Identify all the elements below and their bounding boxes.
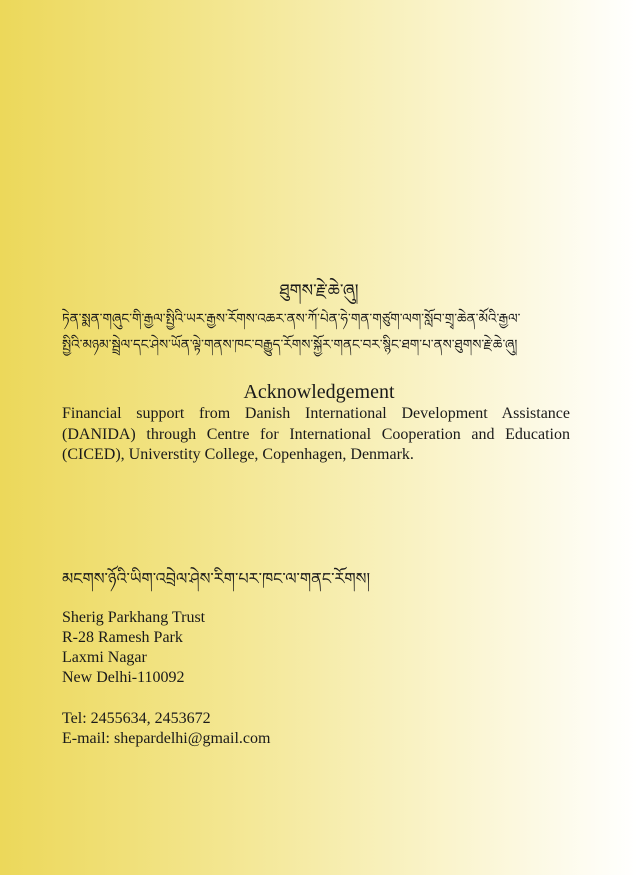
contact-info bbox=[62, 709, 462, 749]
acknowledgement-line: (DANIDA) through Centre for International Cooperation and Education bbox=[62, 425, 570, 443]
address-line: R-28 Ramesh Park bbox=[62, 629, 183, 646]
tibetan-acknowledgement-paragraph bbox=[62, 306, 572, 358]
acknowledgement-body bbox=[62, 404, 570, 466]
acknowledgement-line: (CICED), Universtity College, Copenhagen, Denmark. bbox=[62, 446, 414, 463]
publisher-address bbox=[62, 608, 462, 688]
tibetan-publisher-note: མངགས་ཉོའི་ཡིག་འབྲེལ་ཤེས་རིག་པར་ཁང་ལ་གནང་རོགས། bbox=[62, 569, 371, 588]
tibetan-thanks-heading: ཐུགས་རྗེ་ཆེ་ཞུ། bbox=[279, 281, 359, 301]
address-line: New Delhi-110092 bbox=[62, 669, 185, 686]
acknowledgement-title: Acknowledgement bbox=[243, 381, 395, 403]
telephone-numbers: Tel: 2455634, 2453672 bbox=[62, 710, 211, 727]
tibetan-paragraph-line: ཏེན་སྨན་གཞུང་གི་རྒྱལ་སྤྱིའི་ཡར་རྒྱས་རོགས་འཆར་ནས་ཀོ་པེན་ཧེ་གན་གཙུག་ལག་སློབ་གྲྭ་ཆེན་མོའི་རྒྱལ་ bbox=[62, 311, 521, 327]
acknowledgement-line: Financial support from Danish International Development Assistance bbox=[62, 405, 570, 422]
email-address: E-mail: shepardelhi@gmail.com bbox=[62, 730, 271, 747]
address-line: Laxmi Nagar bbox=[62, 649, 147, 666]
tibetan-paragraph-line: སྤྱིའི་མཉམ་སྦྲེལ་དང་ཤེས་ཡོན་ལྟེ་གནས་ཁང་བརྒྱུད་རོགས་སྐྱོར་གནང་བར་སྙིང་ཐག་པ་ནས་ཐུགས་རྗེ་ཆེ་ཞུ། bbox=[62, 337, 518, 353]
address-line: Sherig Parkhang Trust bbox=[62, 609, 206, 626]
